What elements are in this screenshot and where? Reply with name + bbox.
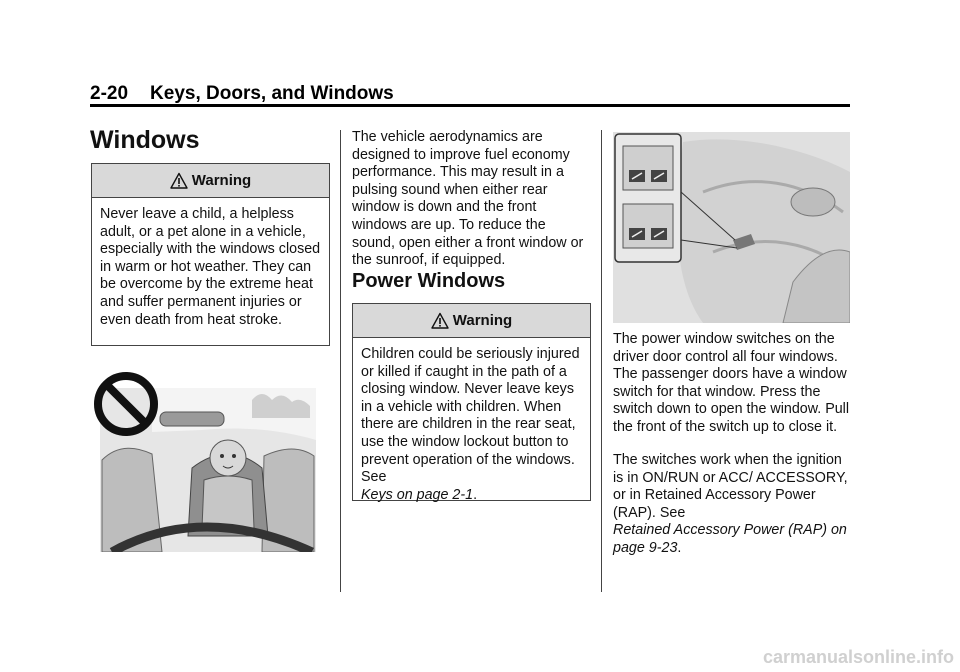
warning-header bbox=[353, 304, 590, 338]
page-title: Windows bbox=[90, 126, 200, 154]
aerodynamics-paragraph: The vehicle aerodynamics are designed to improve fuel economy performance. This may result in a pulsing sound when either rear window is down and the front windows are up. To reduce the sound, open either a front window or the sunroof, if equipped. bbox=[352, 129, 584, 269]
warning-text-end: . bbox=[473, 486, 478, 503]
power-window-switches-paragraph: The power window switches on the driver door control all four windows. The passenger doors have a window switch for that window. Press the switch down to open the window. Pull the front of the switch up to close it. bbox=[613, 331, 850, 435]
column-divider-2 bbox=[601, 130, 602, 592]
ignition-text-end: . bbox=[677, 539, 682, 556]
warning-label: Warning bbox=[191, 172, 252, 189]
warning-box-power-windows bbox=[352, 303, 591, 501]
section-title: Keys, Doors, and Windows bbox=[150, 83, 394, 104]
column-divider-1 bbox=[340, 130, 341, 592]
ignition-paragraph bbox=[613, 452, 853, 558]
section-subtitle: Power Windows bbox=[352, 270, 506, 292]
warning-text: Never leave a child, a helpless adult, or a pet alone in a vehicle, especially with the windows closed in warm or hot weather. They can be overcome by the extreme heat and suffer permanent injuries or even death from heat stroke. bbox=[100, 206, 321, 328]
warning-label: Warning bbox=[452, 312, 513, 329]
watermark: carmanualsonline.info bbox=[762, 647, 954, 667]
warning-icon bbox=[170, 172, 188, 190]
page-header bbox=[90, 83, 394, 105]
door-window-switch-illustration bbox=[613, 132, 850, 323]
rap-page-reference[interactable]: Retained Accessory Power (RAP) on page 9-23 bbox=[613, 522, 847, 556]
section-number: 2-20 bbox=[90, 83, 129, 104]
warning-header bbox=[92, 164, 329, 198]
ignition-text: The switches work when the ignition is in ON/RUN or ACC/ ACCESSORY, or in Retained Accessory Power (RAP). See bbox=[613, 452, 848, 521]
child-in-car-illustration bbox=[92, 360, 318, 552]
warning-box-children-pets bbox=[91, 163, 330, 346]
header-rule bbox=[90, 104, 850, 107]
warning-text bbox=[353, 338, 590, 512]
warning-text-main: Children could be seriously injured or killed if caught in the path of a closing window. Never leave keys in a vehicle with children. When there are children in the rear seat, use the window lockout button to prevent operation of the windows. See bbox=[361, 346, 580, 486]
warning-icon bbox=[431, 312, 449, 330]
keys-page-reference[interactable]: Keys on page 2-1 bbox=[361, 486, 474, 503]
